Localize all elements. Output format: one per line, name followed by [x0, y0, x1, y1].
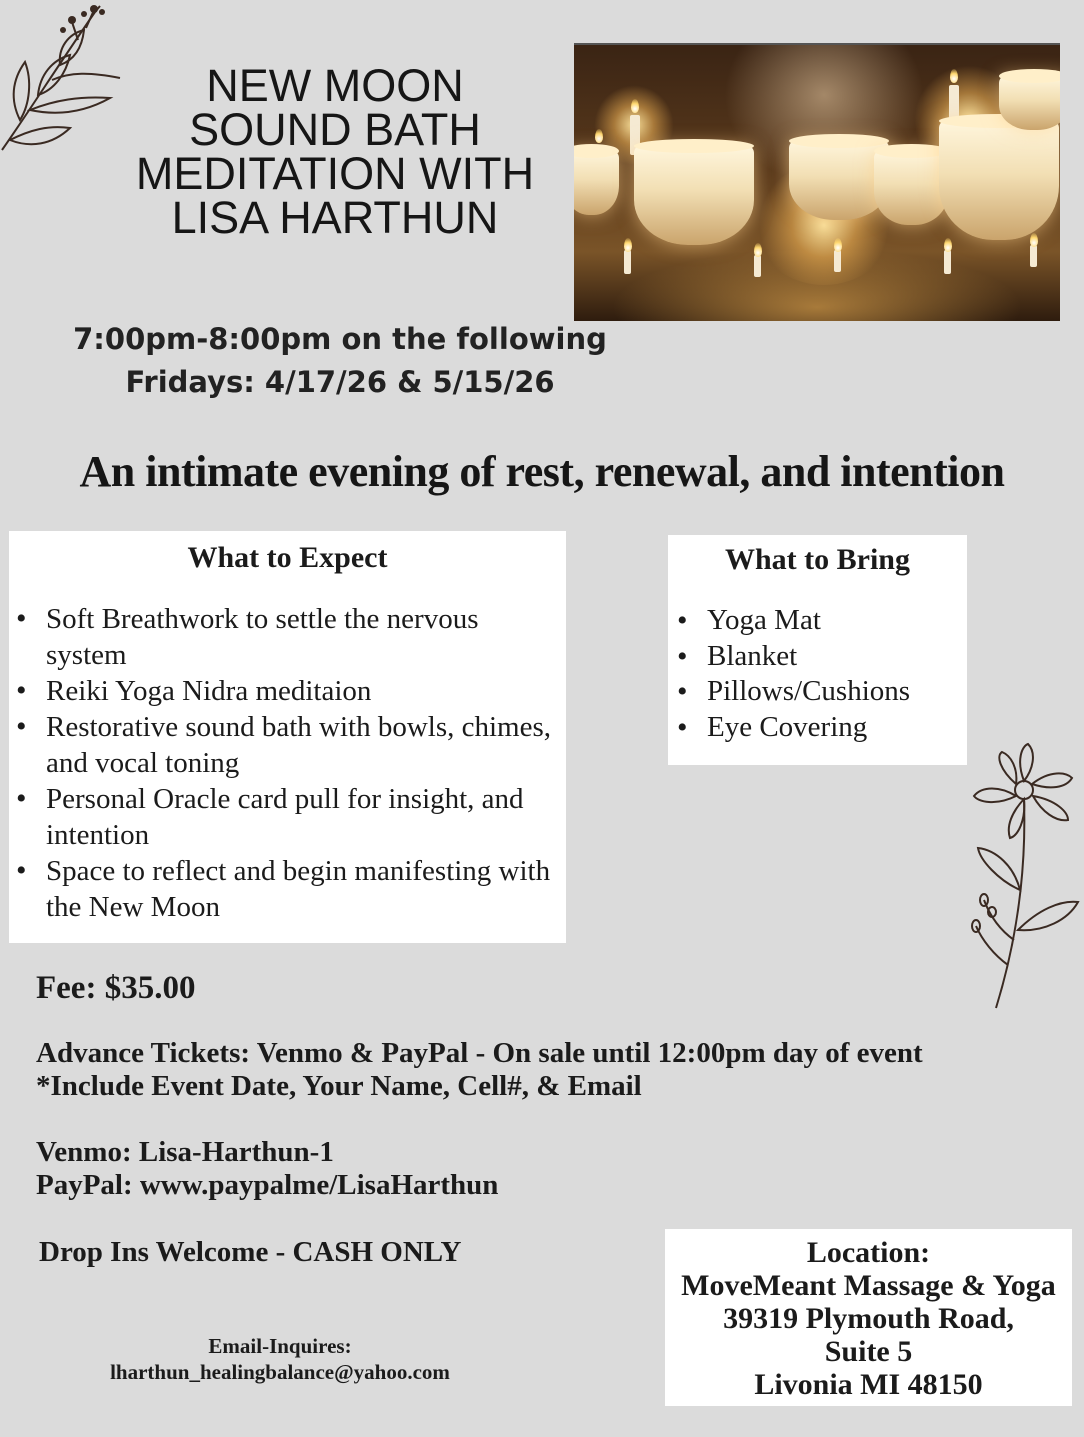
bring-heading: What to Bring — [724, 543, 910, 576]
location-line: 39319 Plymouth Road, — [723, 1302, 1014, 1335]
location-line: Livonia MI 48150 — [754, 1368, 983, 1401]
event-schedule — [60, 318, 620, 404]
bring-list — [668, 603, 967, 745]
list-item: • Reiki Yoga Nidra meditaion — [46, 673, 556, 709]
email-inquiries — [70, 1333, 490, 1385]
title-line: LISA HARTHUN — [171, 192, 499, 243]
event-title — [70, 60, 600, 243]
expect-heading: What to Expect — [187, 541, 388, 574]
tickets-line: Advance Tickets: Venmo & PayPal - On sale until 12:00pm day of event — [36, 1037, 923, 1069]
list-item: • Personal Oracle card pull for insight, and intention — [46, 781, 556, 853]
drop-ins-note: Drop Ins Welcome - CASH ONLY — [39, 1236, 462, 1268]
singing-bowls-candles-photo — [574, 43, 1060, 321]
payment-handles — [36, 1136, 498, 1202]
location-line: MoveMeant Massage & Yoga — [681, 1269, 1056, 1302]
list-item: • Restorative sound bath with bowls, chimes, and vocal toning — [46, 709, 556, 781]
title-line: SOUND BATH — [189, 104, 481, 155]
location-line: Suite 5 — [824, 1335, 913, 1368]
what-to-bring-box — [668, 535, 967, 765]
title-line: NEW MOON — [206, 60, 464, 111]
list-item: • Pillows/Cushions — [707, 674, 967, 710]
venmo-handle: Venmo: Lisa-Harthun-1 — [36, 1136, 334, 1168]
list-item: • Soft Breathwork to settle the nervous system — [46, 601, 556, 673]
tagline: An intimate evening of rest, renewal, and intention — [79, 447, 1005, 496]
tickets-note: *Include Event Date, Your Name, Cell#, & Email — [36, 1070, 642, 1102]
location-box — [665, 1229, 1072, 1406]
email-address[interactable]: lharthun_healingbalance@yahoo.com — [110, 1360, 450, 1384]
list-item: • Space to reflect and begin manifesting with the New Moon — [46, 853, 556, 925]
title-line: MEDITATION WITH — [135, 148, 535, 199]
list-item: • Eye Covering — [707, 710, 967, 746]
schedule-line: Fridays: 4/17/26 & 5/15/26 — [125, 365, 555, 399]
schedule-line: 7:00pm-8:00pm on the following — [73, 322, 607, 356]
location-label: Location: — [806, 1236, 931, 1269]
flower-drawing-icon — [968, 740, 1084, 1015]
what-to-expect-box — [9, 531, 566, 943]
list-item: • Yoga Mat — [707, 603, 967, 639]
expect-list — [9, 601, 566, 925]
list-item: • Blanket — [707, 639, 967, 675]
paypal-link[interactable]: PayPal: www.paypalme/LisaHarthun — [36, 1169, 499, 1201]
email-label: Email-Inquires: — [208, 1334, 352, 1358]
fee-text: Fee: $35.00 — [36, 970, 196, 1006]
advance-tickets-info — [36, 1037, 923, 1103]
